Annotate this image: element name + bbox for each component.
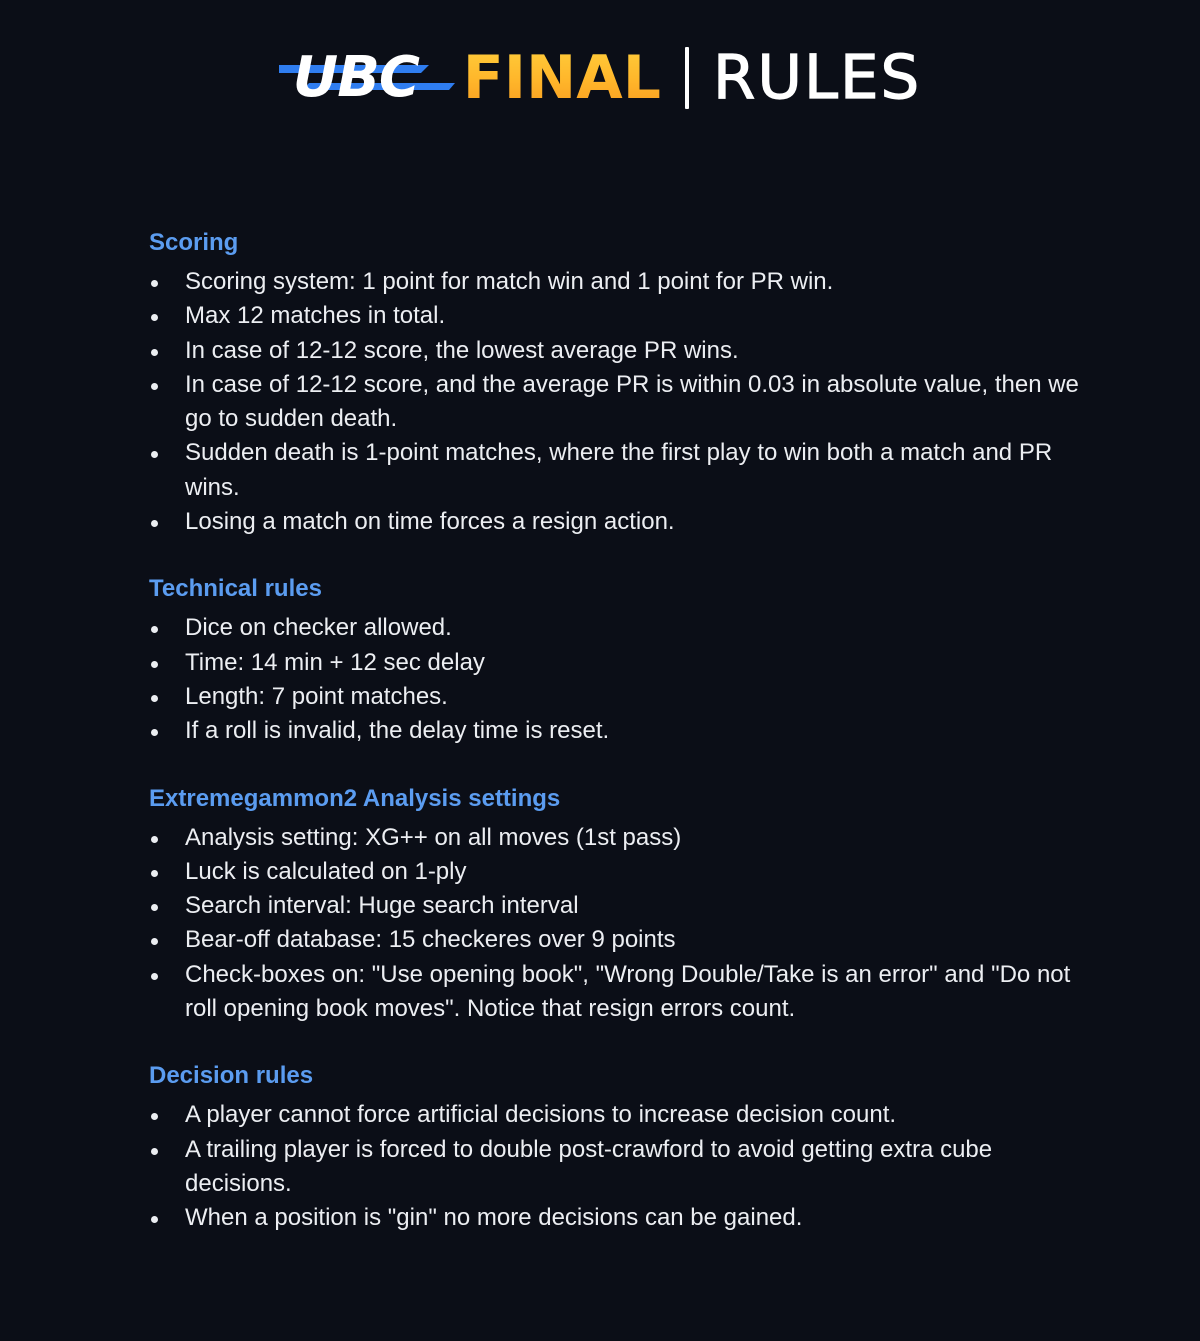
rule-list <box>149 821 1079 1027</box>
rule-text: Max 12 matches in total. <box>185 302 446 330</box>
page-title: RULES <box>712 42 922 113</box>
bullet-icon <box>151 870 158 877</box>
rule-item <box>149 646 1079 680</box>
rule-text: Analysis setting: XG++ on all moves (1st pass) <box>185 823 682 851</box>
rule-text: A player cannot force artificial decisions to increase decision count. <box>185 1101 897 1129</box>
rule-text: If a roll is invalid, the delay time is reset. <box>185 717 610 745</box>
rule-text: Losing a match on time forces a resign action. <box>185 508 675 536</box>
rule-item <box>149 680 1079 714</box>
bullet-icon <box>151 729 158 736</box>
rules-content <box>149 226 1079 1236</box>
bullet-icon <box>151 695 158 702</box>
rule-text: In case of 12-12 score, the lowest average PR wins. <box>185 336 739 364</box>
rule-text: Check-boxes on: "Use opening book", "Wrong Double/Take is an error" and "Do not roll opening book moves". Notice that resign errors count. <box>185 960 1071 1023</box>
rule-item <box>149 855 1079 889</box>
rule-item <box>149 436 1079 505</box>
rule-item <box>149 299 1079 333</box>
rule-item <box>149 334 1079 368</box>
rule-item <box>149 368 1079 437</box>
rule-text: Bear-off database: 15 checkeres over 9 points <box>185 926 676 954</box>
rule-item <box>149 1098 1079 1132</box>
bullet-icon <box>151 626 158 633</box>
rule-text: Sudden death is 1-point matches, where the first play to win both a match and PR wins. <box>185 439 1053 501</box>
rule-text: Search interval: Huge search interval <box>185 892 579 920</box>
header-divider <box>685 47 689 109</box>
bullet-icon <box>151 1113 158 1120</box>
bullet-icon <box>151 661 158 668</box>
rule-text: Luck is calculated on 1-ply <box>185 857 467 885</box>
section-decision-rules <box>149 1059 1079 1235</box>
ubc-logo <box>279 38 661 118</box>
rule-item <box>149 958 1079 1027</box>
bullet-icon <box>151 520 158 527</box>
bullet-icon <box>151 451 158 458</box>
rule-text: Time: 14 min + 12 sec delay <box>185 648 485 676</box>
section-title: Scoring <box>149 229 239 256</box>
rule-item <box>149 821 1079 855</box>
section-scoring <box>149 226 1079 539</box>
ubc-logomark <box>279 43 455 113</box>
rule-text: Dice on checker allowed. <box>185 614 452 642</box>
section-title: Decision rules <box>149 1062 314 1090</box>
bullet-icon <box>151 973 158 980</box>
rule-item <box>149 714 1079 748</box>
rule-list <box>149 1098 1079 1235</box>
bullet-icon <box>151 349 158 356</box>
rule-item <box>149 611 1079 645</box>
rule-item <box>149 265 1079 299</box>
bullet-icon <box>151 938 158 945</box>
section-title: Extremegammon2 Analysis settings <box>149 784 561 812</box>
bullet-icon <box>151 836 158 843</box>
bullet-icon <box>151 904 158 911</box>
page-header <box>0 38 1200 118</box>
section-technical-rules <box>149 572 1079 748</box>
bullet-icon <box>151 383 158 390</box>
rule-text: Scoring system: 1 point for match win and 1 point for PR win. <box>185 268 834 295</box>
section-title: Technical rules <box>149 575 322 603</box>
section-analysis-settings <box>149 782 1079 1027</box>
rule-list <box>149 265 1079 539</box>
bullet-icon <box>151 314 158 321</box>
bullet-icon <box>151 1216 158 1223</box>
rule-item <box>149 505 1079 539</box>
rule-text: When a position is "gin" no more decisions can be gained. <box>185 1204 803 1232</box>
rule-item <box>149 923 1079 957</box>
logo-text: UBC <box>292 45 420 110</box>
bullet-icon <box>151 1148 158 1155</box>
rule-text: A trailing player is forced to double post-crawford to avoid getting extra cube decisions. <box>185 1135 993 1197</box>
bullet-icon <box>151 280 158 287</box>
rule-text: In case of 12-12 score, and the average PR is within 0.03 in absolute value, then we go to sudden death. <box>185 370 1079 433</box>
rule-item <box>149 889 1079 923</box>
rule-item <box>149 1133 1079 1202</box>
brand-final: FINAL <box>462 43 661 113</box>
rule-item <box>149 1201 1079 1235</box>
rule-list <box>149 611 1079 748</box>
rule-text: Length: 7 point matches. <box>185 682 448 710</box>
